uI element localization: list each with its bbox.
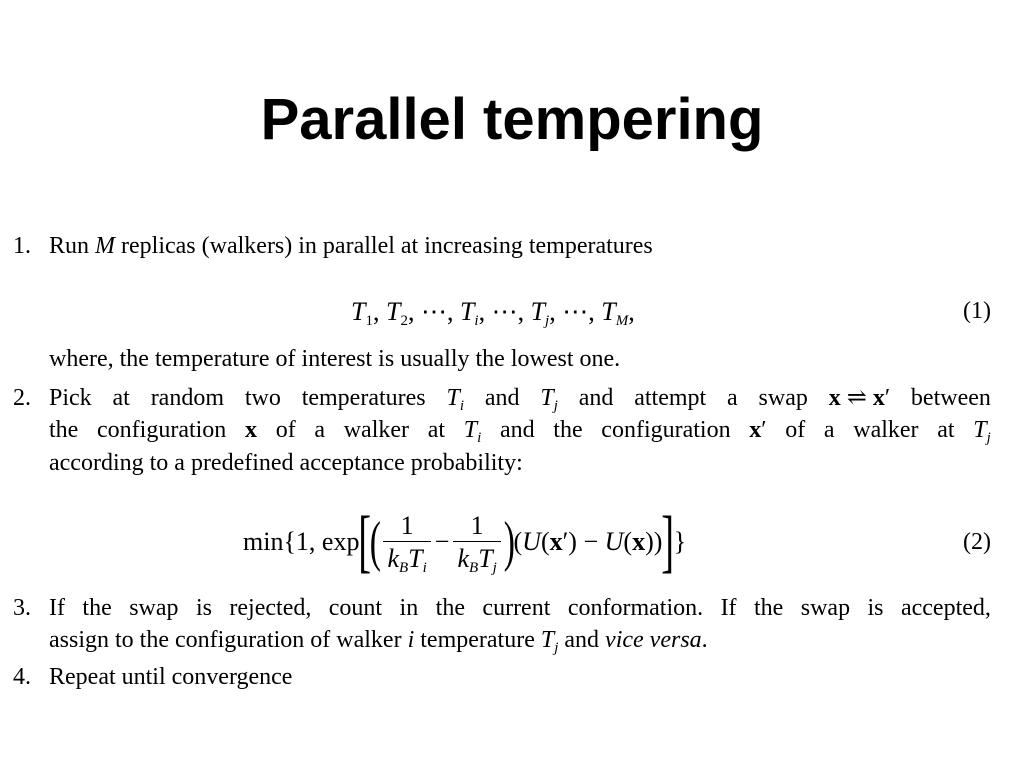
equation-1: $T_1$, $T_2$, ⋯, $T_i$, ⋯, $T_j$, ⋯, $T_M$,	[351, 297, 635, 329]
slide-title: Parallel tempering	[260, 87, 764, 152]
item-3-line-1: If the swap is rejected, count in the current conformation. If the swap is accepted,	[49, 595, 991, 621]
item-4-line-1: Repeat until convergence	[49, 664, 293, 690]
item-1-line-2: where, the temperature of interest is usually the lowest one.	[49, 346, 621, 372]
item-3-line-2: assign to the configuration of walker i temperature $T_j$ and vice versa.	[49, 627, 708, 656]
item-1-number: 1.	[13, 233, 31, 259]
item-2-number: 2.	[13, 385, 31, 411]
item-1-line-1: Run M replicas (walkers) in parallel at increasing temperatures	[49, 233, 653, 259]
equation-2-label: (2)	[963, 529, 991, 555]
item-2-line-1: Pick at random two temperatures $T_i$ and $T_j$ and attempt a swap x ⇌ x′ between	[49, 385, 991, 414]
item-4-number: 4.	[13, 664, 31, 690]
item-3-number: 3.	[13, 595, 31, 621]
item-2-line-2: the configuration x of a walker at $T_i$ and the configuration x′ of a walker at $T_j$	[49, 417, 991, 446]
item-2-line-3: according to a predefined acceptance probability:	[49, 450, 523, 476]
equation-1-label: (1)	[963, 298, 991, 324]
equation-2: min{1, exp [ ( $\frac{1}{k_BT_i}$ − $\frac{1}{k_BT_j}$ ) (U(x′) − U(x)) ] }	[243, 503, 687, 580]
